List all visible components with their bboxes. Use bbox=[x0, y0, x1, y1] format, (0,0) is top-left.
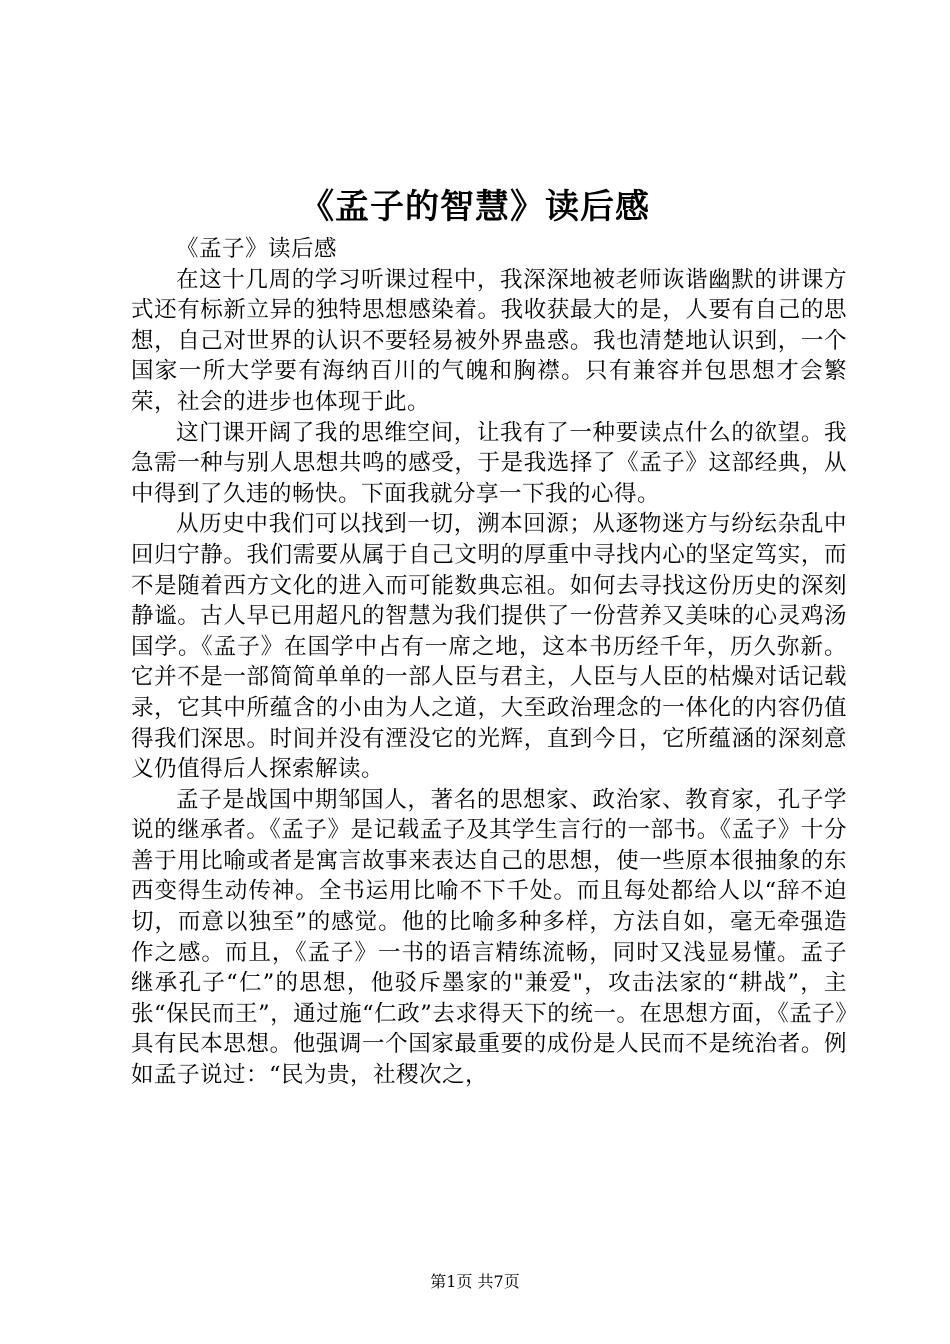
page-number-footer: 第1页 共7页 bbox=[430, 1272, 520, 1291]
document-body bbox=[131, 234, 847, 1091]
paragraph-subtitle: 《孟子》读后感 bbox=[176, 236, 338, 262]
document-title: 《孟子的智慧》读后感 bbox=[300, 187, 650, 227]
paragraph: 这门课开阔了我的思维空间，让我有了一种要读点什么的欲望。我急需一种与别人思想共鸣的感受，于是我选择了《孟子》这部经典，从中得到了久违的畅快。下面我就分享一下我的心得。 bbox=[131, 419, 847, 507]
paragraph: 在这十几周的学习听课过程中，我深深地被老师诙谐幽默的讲课方式还有标新立异的独特思想感染着。我收获最大的是，人要有自己的思想，自己对世界的认识不要轻易被外界蛊惑。我也清楚地认识到，一个国家一所大学要有海纳百川的气魄和胸襟。只有兼容并包思想才会繁荣，社会的进步也体现于此。 bbox=[131, 266, 847, 415]
paragraph: 孟子是战国中期邹国人，著名的思想家、政治家、教育家，孔子学说的继承者。《孟子》是记载孟子及其学生言行的一部书。《孟子》十分善于用比喻或者是寓言故事来表达自己的思想，使一些原本很抽象的东西变得生动传神。全书运用比喻不下千处。而且每处都给人以“辞不迫切，而意以独至”的感觉。他的比喻多种多样，方法自如，毫无牵强造作之感。而且，《孟子》一书的语言精练流畅，同时又浅显易懂。孟子继承孔子“仁”的思想，他驳斥墨家的"兼爱"，攻击法家的“耕战”，主张“保民而王”，通过施“仁政”去求得天下的统一。在思想方面，《孟子》具有民本思想。他强调一个国家最重要的成份是人民而不是统治者。例如孟子说过：“民为贵，社稷次之， bbox=[131, 786, 847, 1089]
paragraph: 从历史中我们可以找到一切，溯本回源；从逐物迷方与纷纭杂乱中回归宁静。我们需要从属于自己文明的厚重中寻找内心的坚定笃实，而不是随着西方文化的进入而可能数典忘祖。如何去寻找这份历史的深刻静谧。古人早已用超凡的智慧为我们提供了一份营养又美味的心灵鸡汤国学。《孟子》在国学中占有一席之地，这本书历经千年，历久弥新。它并不是一部简简单单的一部人臣与君主，人臣与人臣的枯燥对话记载录，它其中所蕴含的小由为人之道，大至政治理念的一体化的内容仍值得我们深思。时间并没有湮没它的光辉，直到今日，它所蕴涵的深刻意义仍值得后人探索解读。 bbox=[131, 511, 847, 783]
